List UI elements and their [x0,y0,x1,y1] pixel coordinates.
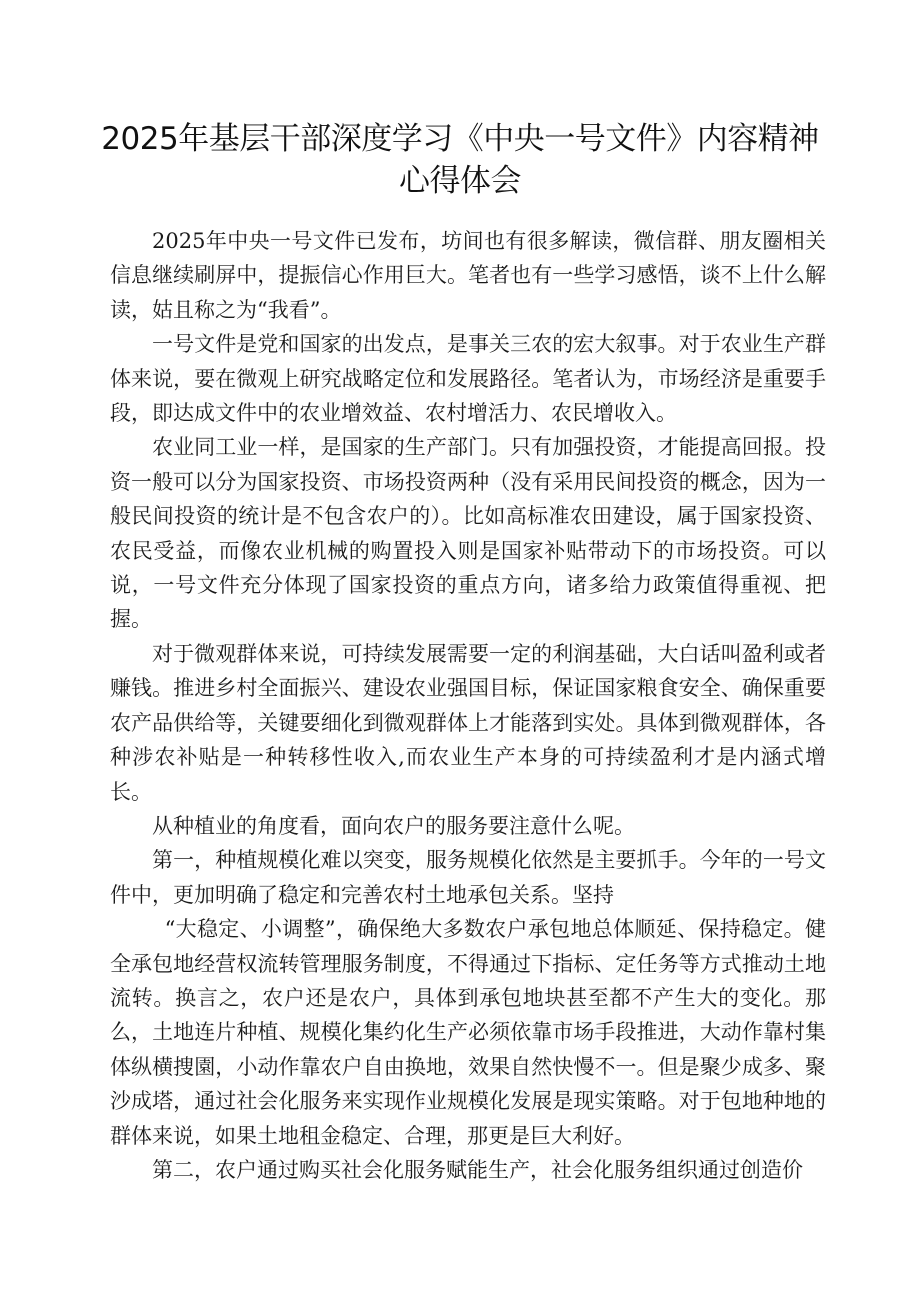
paragraph-first-point-continued: “大稳定、小调整”，确保绝大多数农户承包地总体顺延、保持稳定。健全承包地经营权流转管理服务制度，不得通过下指标、定任务等方式推动土地流转。换言之，农户还是农户，具体到承包地块甚至都不产生大的变化。那么，土地连片种植、规模化集约化生产必须依靠市场手段推进，大动作靠村集体纵横捜園，小动作靠农户自由换地，效果自然快慢不一。但是聚少成多、聚沙成塔，通过社会化服务来实现作业规模化发展是现实策略。对于包地种地的群体来说，如果土地租金稳定、合理，那更是巨大利好。 [110,917,826,1148]
paragraph-intro: 2025年中央一号文件已发布，坊间也有很多解读，微信群、朋友圈相关信息继续刷屏中，提振信心作用巨大。笔者也有一些学习感悟，谈不上什么解读，姑且称之为“我看”。 [110,229,826,322]
document-body [110,224,826,1187]
paragraph-second-point: 第二，农户通过购买社会化服务赋能生产，社会化服务组织通过创造价 [152,1157,803,1182]
paragraph-question: 从种植业的角度看，面向农户的服务要注意什么呢。 [152,813,635,838]
document-title: 2025年基层干部深度学习《中央一号文件》内容精神心得体会 [101,121,819,199]
paragraph-micro-groups: 对于微观群体来说，可持续发展需要一定的利润基础，大白话叫盈利或者赚钱。推进乡村全面振兴、建设农业强国目标，保证国家粮食安全、确保重要农产品供给等，关键要细化到微观群体上才能落到实处。具体到微观群体，各种涉农补贴是一种转移性收入,而农业生产本身的可持续盈利才是内涵式增长。 [110,641,826,804]
paragraph-first-point: 第一，种植规模化难以突变，服务规模化依然是主要抓手。今年的一号文件中，更加明确了稳定和完善农村土地承包关系。坚持 [110,848,826,907]
paragraph-starting-point: 一号文件是党和国家的出发点，是事关三农的宏大叙事。对于农业生产群体来说，要在微观上研究战略定位和发展路径。笔者认为，市场经济是重要手段，即达成文件中的农业增效益、农村增活力、农民增收入。 [110,332,826,426]
paragraph-investment: 农业同工业一样，是国家的生产部门。只有加强投资，才能提高回报。投资一般可以分为国家投资、市场投资两种（没有采用民间投资的概念，因为一般民间投资的统计是不包含农户的）。比如高标准农田建设，属于国家投资、农民受益，而像农业机械的购置投入则是国家补贴带动下的市场投资。可以说，一号文件充分体现了国家投资的重点方向，诸多给力政策值得重视、把握。 [110,435,826,632]
